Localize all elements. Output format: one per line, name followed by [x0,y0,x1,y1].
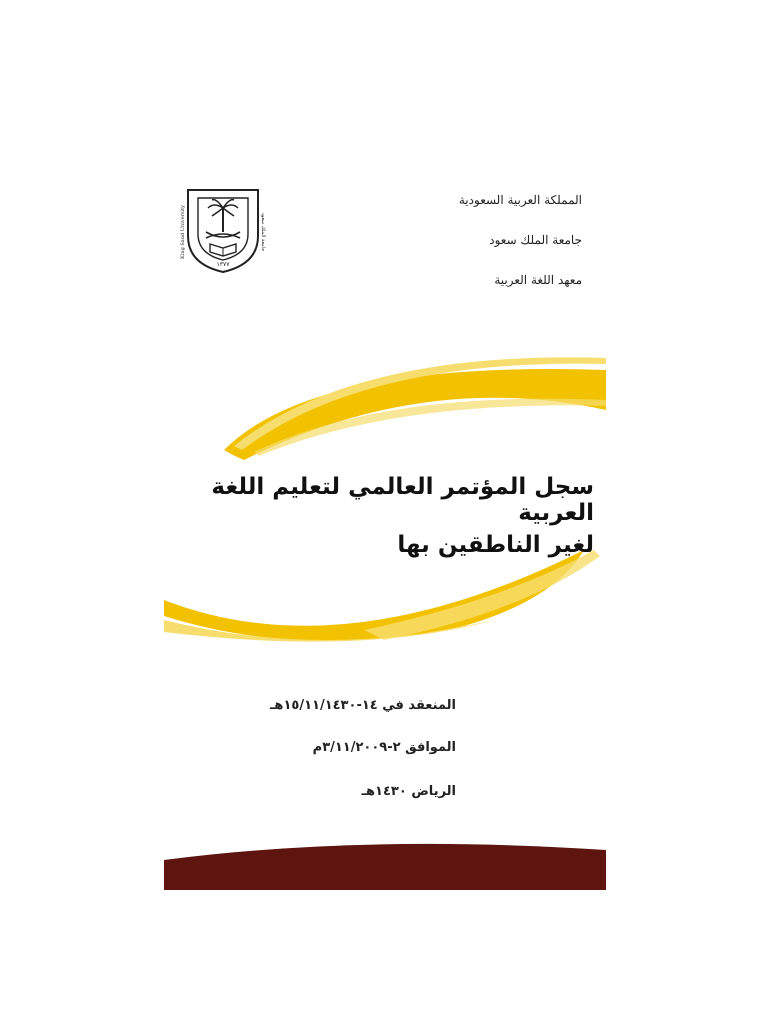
university-logo [180,186,266,274]
logo-year: ١٣٧٧ [216,261,230,268]
country-name: المملكة العربية السعودية [458,193,582,207]
corresponding-date: الموافق ٢-٣/١١/٢٠٠٩م [312,740,456,755]
document-title-line-2: لغير الناطقين بها [397,532,594,558]
footer-maroon-band [164,840,606,890]
svg-text:جامعة الملك سعود: جامعة الملك سعود [260,212,266,252]
held-date: المنعقد في ١٤-١٥/١١/١٤٣٠هـ [269,698,456,713]
institute-name: معهد اللغة العربية [494,273,582,287]
university-name: جامعة الملك سعود [489,233,582,247]
svg-text:King Saud University: King Saud University [180,205,186,259]
document-title-line-1: سجل المؤتمر العالمي لتعليم اللغة العربية [211,474,594,526]
place-and-year: الرياض ١٤٣٠هـ [361,784,456,799]
header-block [459,190,582,310]
